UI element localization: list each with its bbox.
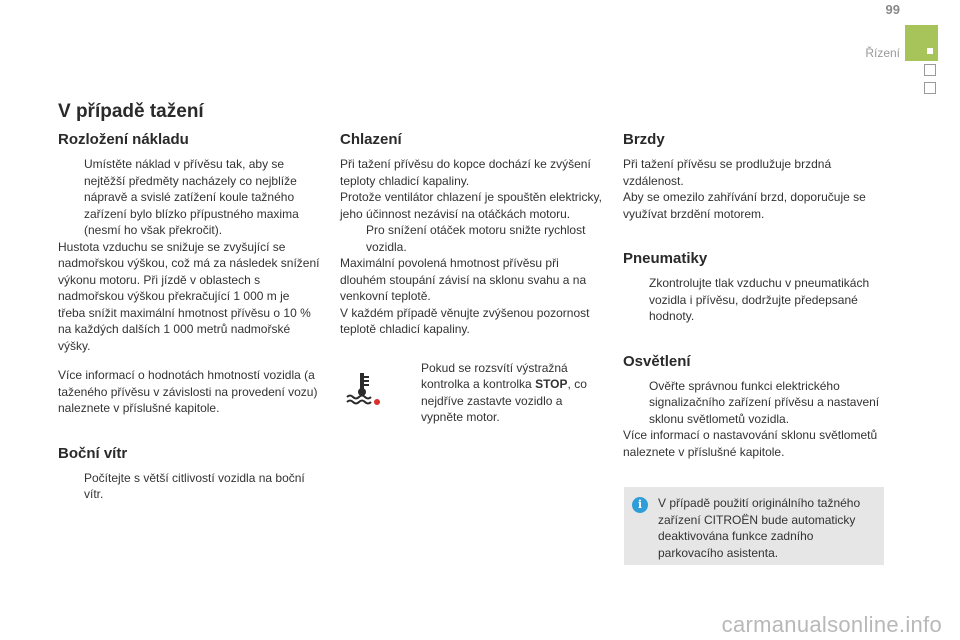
wind-bullet-text: Počítejte s větší citlivostí vozidla na boční vítr. [84, 470, 305, 501]
wind-heading: Boční vítr [58, 444, 128, 462]
chapter-tab-empty-2[interactable] [924, 82, 936, 94]
chapter-tab[interactable] [905, 25, 938, 61]
lights-bullet-text: Ověřte správnou funkci elektrického signalizačního zařízení přívěsu a nastavení sklonu světlometů vozidla. [649, 378, 880, 426]
column-3 [623, 130, 893, 460]
section-name: Řízení [865, 46, 900, 60]
tyres-bullet [623, 275, 893, 325]
cooling-bullet-text: Pro snížení otáček motoru snižte rychlost vozidla. [366, 223, 586, 254]
cooling-heading: Chlazení [340, 131, 402, 148]
chapter-tab-empty-1[interactable] [924, 64, 936, 76]
coolant-warning-text [395, 360, 595, 426]
warning-text-pre: Pokud se rozsvítí výstražná kontrolka a kontrolka [421, 360, 568, 391]
load-bullet-text: Umístěte náklad v přívěsu tak, aby se nejtěžší předměty nacházely co nejblíže nápravě a svislé zatížení koule tažného zařízení bylo blízko přípustného maxima (nesmí ho však překročit). [84, 157, 299, 237]
wind-bullet [58, 470, 320, 503]
tyres-bullet-text: Zkontrolujte tlak vzduchu v pneumatikách vozidla i přívěsu, dodržujte předepsané hodnoty. [649, 276, 870, 323]
coolant-warning-block [340, 360, 605, 430]
page-title: V případě tažení [58, 101, 204, 122]
load-heading: Rozložení nákladu [58, 131, 189, 148]
warning-stop-label: STOP [535, 377, 568, 391]
watermark: carmanualsonline.info [721, 612, 942, 637]
cooling-paragraph-4: V každém případě věnujte zvýšenou pozornost teplotě chladicí kapaliny. [340, 305, 590, 336]
brakes-paragraph-1: Při tažení přívěsu se prodlužuje brzdná vzdálenost. [623, 157, 832, 188]
cooling-paragraph-3: Maximální povolená hmotnost přívěsu při dlouhém stoupání závisí na sklonu svahu a na venkovní teplotě. [340, 256, 587, 303]
load-bullet [58, 156, 320, 239]
brakes-paragraph-2: Aby se omezilo zahřívání brzd, doporučuje se využívat brzdění motorem. [623, 190, 866, 221]
cooling-bullet [340, 222, 605, 255]
lights-heading: Osvětlení [623, 352, 691, 370]
cooling-paragraph-1: Při tažení přívěsu do kopce dochází ke zvýšení teploty chladicí kapaliny. [340, 157, 591, 188]
warning-text-post: , co nejdříve zastavte vozidlo a vypněte motor. [421, 377, 587, 424]
tyres-heading: Pneumatiky [623, 250, 708, 267]
column-2 [340, 130, 605, 430]
info-note-box [624, 487, 884, 565]
info-icon: i [632, 497, 648, 513]
chapter-tab-marker [927, 48, 933, 54]
cooling-paragraph-2: Protože ventilátor chlazení je spouštěn elektricky, jeho účinnost nezávisí na otáčkách motoru. [340, 190, 602, 221]
load-paragraph-2: Více informací o hodnotách hmotností vozidla (a taženého přívěsu v závislosti na provedení vozu) naleznete v příslušné kapitole. [58, 368, 318, 415]
page-number: 99 [885, 2, 900, 17]
load-paragraph: Hustota vzduchu se snižuje se zvyšující se nadmořskou výškou, což má za následek snížení výkonu motoru. Při jízdě v oblastech s nadmořskou výškou překračující 1 000 m je třeba snížit maximální hmotnost přívěsu o 10 % na každých dalších 1 000 metrů nadmořské výšky. [58, 239, 320, 353]
coolant-temperature-warning-icon [345, 372, 381, 406]
brakes-heading: Brzdy [623, 131, 665, 148]
column-1 [58, 130, 320, 503]
lights-bullet [623, 378, 893, 428]
lights-paragraph: Více informací o nastavování sklonu světlometů naleznete v příslušné kapitole. [623, 428, 878, 459]
info-note-text: V případě použití originálního tažného zařízení CITROËN bude automaticky deaktivována funkce zadního parkovacího asistenta. [658, 496, 861, 560]
